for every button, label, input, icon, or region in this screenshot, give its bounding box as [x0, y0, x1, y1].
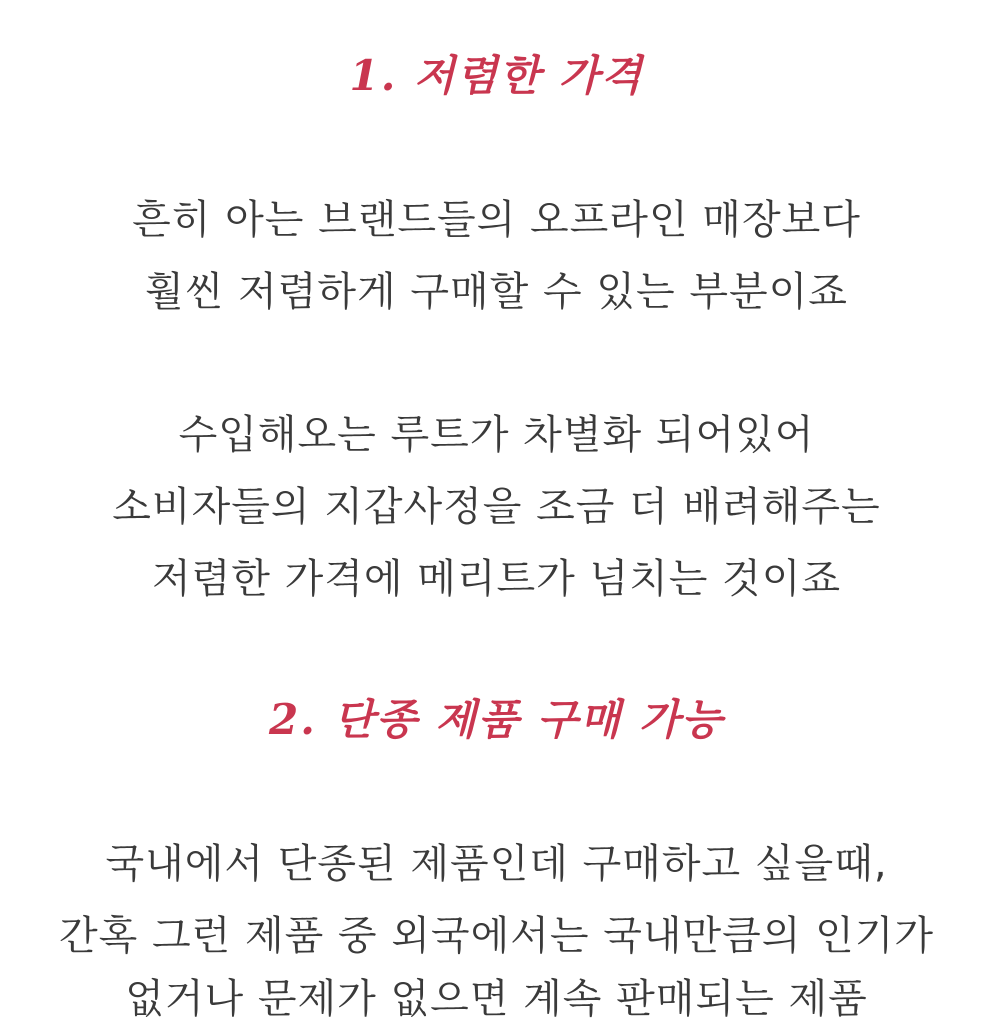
paragraph-line: 없거나 문제가 없으면 계속 판매되는 제품 — [125, 976, 868, 1022]
section-heading-1: 1. 저렴한 가격 — [349, 51, 644, 100]
paragraph-line: 수입해오는 루트가 차별화 되어있어 — [178, 412, 815, 458]
paragraph-line: 흔히 아는 브랜드들의 오프라인 매장보다 — [132, 197, 861, 243]
section-heading-2: 2. 단종 제품 구매 가능 — [269, 695, 724, 744]
paragraph-line: 소비자들의 지갑사정을 조금 더 배려해주는 — [112, 484, 881, 530]
paragraph-line: 간혹 그런 제품 중 외국에서는 국내만큼의 인기가 — [58, 913, 935, 959]
paragraph-line: 국내에서 단종된 제품인데 구매하고 싶을때, — [105, 841, 888, 887]
paragraph-line: 훨씬 저렴하게 구매할 수 있는 부분이죠 — [145, 269, 848, 315]
paragraph-line: 저렴한 가격에 메리트가 넘치는 것이죠 — [151, 556, 842, 602]
